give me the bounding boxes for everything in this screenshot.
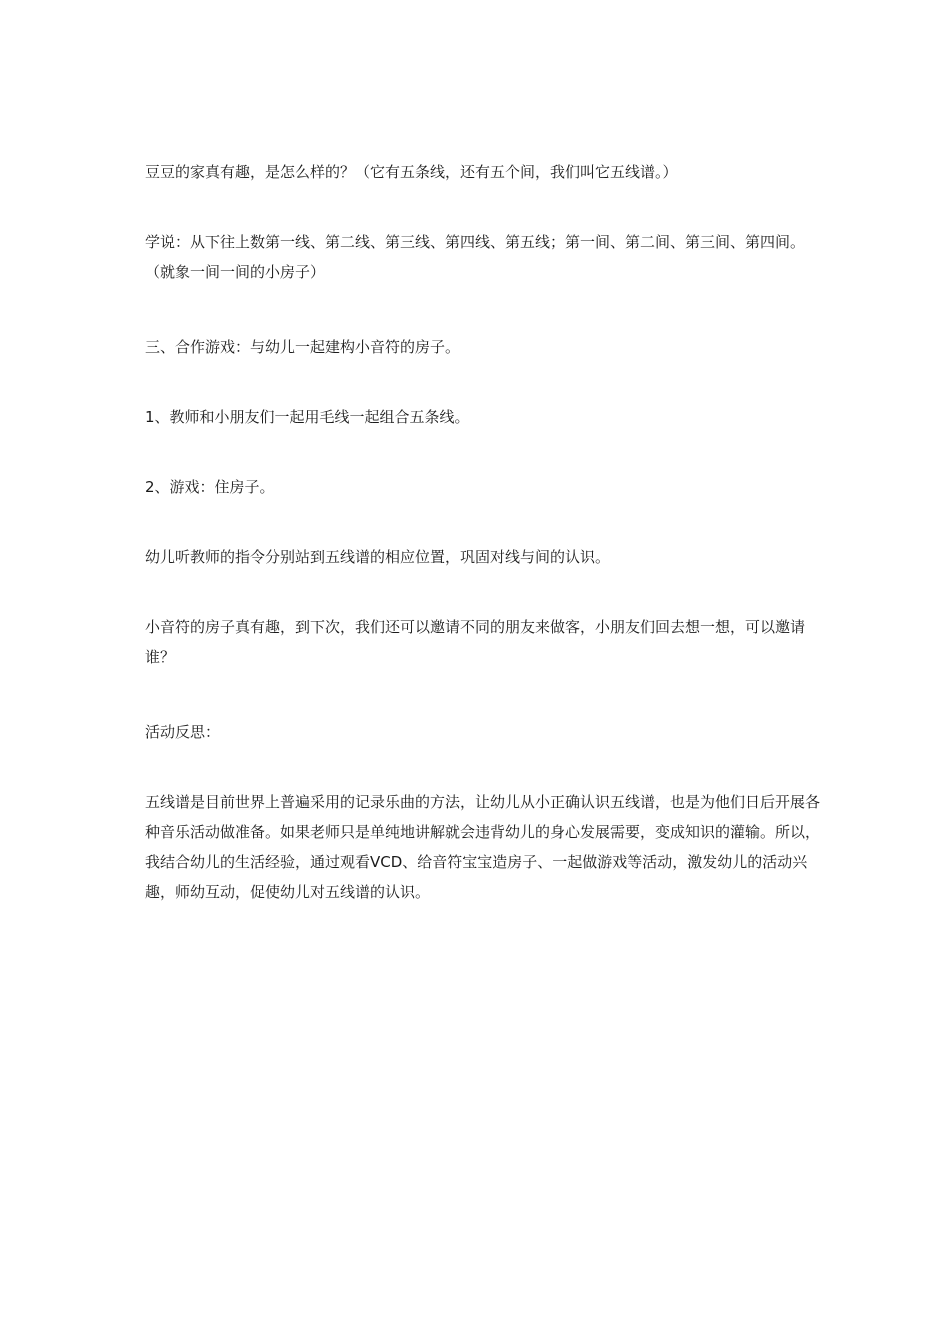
paragraph-section-three-heading: 三、合作游戏：与幼儿一起建构小音符的房子。 [145,338,461,356]
paragraph-game-instruction: 幼儿听教师的指令分别站到五线谱的相应位置，巩固对线与间的认识。 [145,548,611,566]
paragraph-staff-intro: 豆豆的家真有趣，是怎么样的？（它有五条线，还有五个间，我们叫它五线谱。） [145,163,678,181]
paragraph-reflection-heading: 活动反思： [145,723,221,741]
paragraph-reflection-body: 五线谱是目前世界上普遍采用的记录乐曲的方法，让幼儿从小正确认识五线谱，也是为他们日后开展各种音乐活动做准备。如果老师只是单纯地讲解就会违背幼儿的身心发展需要，变成知识的灌输。所以，我结合幼儿的生活经验，通过观看VCD、给音符宝宝造房子、一起做游戏等活动，激发幼儿的活动兴趣，师幼互动，促使幼儿对五线谱的认识。 [145,793,821,901]
paragraph-closing-remark: 小音符的房子真有趣，到下次，我们还可以邀请不同的朋友来做客，小朋友们回去想一想，可以邀请谁？ [145,618,806,666]
paragraph-counting-lines: 学说：从下往上数第一线、第二线、第三线、第四线、第五线；第一间、第二间、第三间、第四间。（就象一间一间的小房子） [145,233,806,281]
paragraph-step-two: 2、游戏：住房子。 [145,478,275,496]
paragraph-step-one: 1、教师和小朋友们一起用毛线一起组合五条线。 [145,408,470,426]
